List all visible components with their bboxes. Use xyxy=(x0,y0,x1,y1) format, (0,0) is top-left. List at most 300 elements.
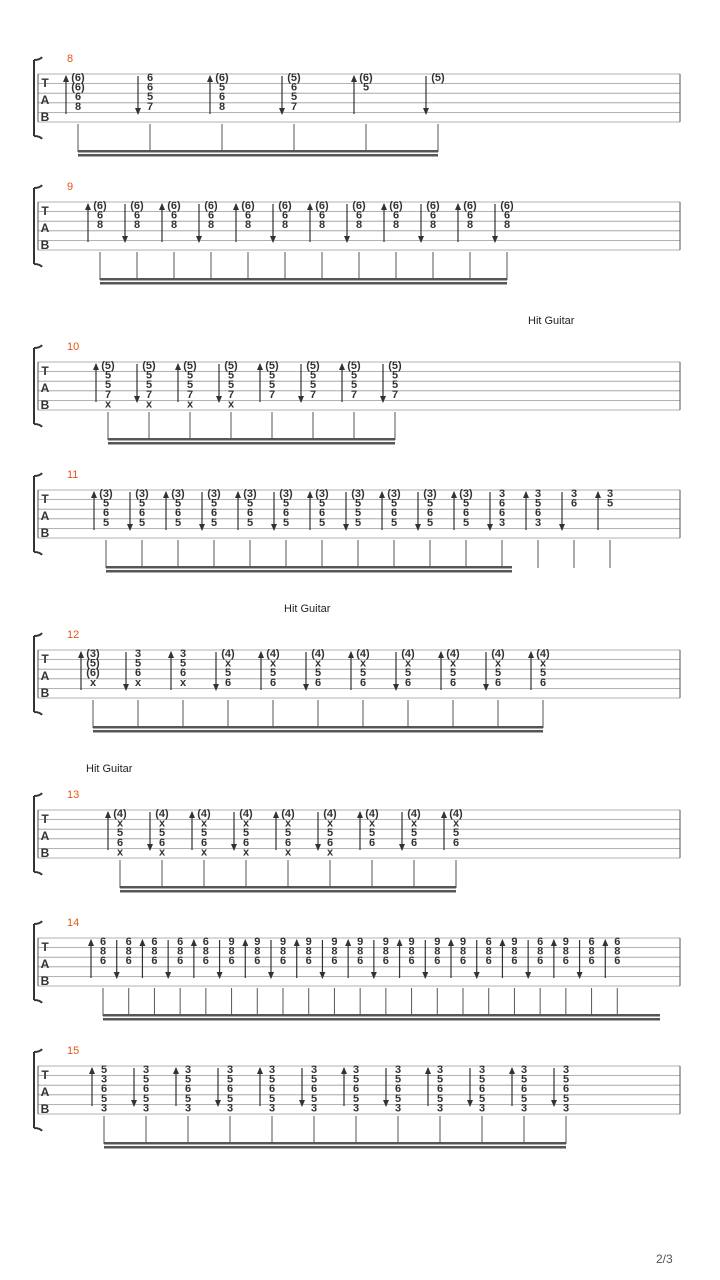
fret-number: 5 xyxy=(227,369,235,382)
fret-number: 5 xyxy=(200,827,208,840)
fret-number: 5 xyxy=(138,497,146,510)
tab-system-11 xyxy=(34,469,680,573)
fret-number: 6 xyxy=(268,1083,276,1096)
fret-number: 6 xyxy=(562,1083,570,1096)
strum-up-arrowhead xyxy=(257,1067,263,1074)
fret-number: 8 xyxy=(511,945,518,958)
note-beam-secondary xyxy=(78,154,438,157)
strum-up-arrowhead xyxy=(595,491,601,498)
fret-number: x xyxy=(368,817,376,830)
fret-number: 6 xyxy=(426,507,434,520)
fret-number: 9 xyxy=(279,936,287,948)
fret-number: (6) xyxy=(93,200,107,212)
tab-clef-letter: T xyxy=(41,492,49,506)
strum-up-arrowhead xyxy=(307,491,313,498)
fret-number: 6 xyxy=(394,1083,402,1096)
measure-number: 9 xyxy=(67,181,74,193)
fret-number: (6) xyxy=(315,200,329,212)
fret-number: 5 xyxy=(462,497,470,510)
strum-up-arrowhead xyxy=(528,651,534,658)
fret-number: (4) xyxy=(155,808,169,820)
fret-number: 6 xyxy=(382,955,389,968)
measure-number: 14 xyxy=(67,917,80,929)
fret-number: 8 xyxy=(96,219,104,232)
fret-number: (4) xyxy=(401,648,415,660)
strum-down-arrowhead xyxy=(492,236,498,243)
strum-down-arrowhead xyxy=(271,524,277,531)
fret-number: 5 xyxy=(350,379,358,392)
fret-number: 3 xyxy=(100,1073,108,1086)
fret-number: 3 xyxy=(142,1064,150,1076)
fret-number: 6 xyxy=(310,1083,318,1096)
fret-number: (5) xyxy=(101,360,115,372)
tab-clef-letter: T xyxy=(41,652,49,666)
fret-number: 3 xyxy=(226,1064,234,1076)
strum-up-arrowhead xyxy=(381,203,387,210)
fret-number: 6 xyxy=(202,955,209,968)
fret-number: 6 xyxy=(269,676,277,689)
tab-clef-letter: B xyxy=(40,1102,50,1116)
strum-up-arrowhead xyxy=(191,939,197,946)
fret-number: (5) xyxy=(142,360,156,372)
fret-number: 8 xyxy=(202,945,209,958)
fret-number: 7 xyxy=(104,388,112,401)
fret-number: 3 xyxy=(570,488,578,500)
fret-number: 5 xyxy=(269,667,277,680)
fret-number: (6) xyxy=(359,72,373,84)
tab-clef-letter: A xyxy=(40,381,50,395)
fret-number: 5 xyxy=(310,1073,318,1086)
fret-number: (6) xyxy=(500,200,514,212)
fret-number: 5 xyxy=(354,516,362,529)
strum-down-arrowhead xyxy=(487,524,493,531)
strum-down-arrowhead xyxy=(467,1100,473,1107)
fret-number: 6 xyxy=(614,955,621,968)
measure-number: 8 xyxy=(67,53,74,65)
tab-system-15 xyxy=(34,1045,680,1149)
strum-down-arrowhead xyxy=(525,972,531,979)
fret-number: 6 xyxy=(357,955,364,968)
fret-number: 6 xyxy=(74,91,82,104)
strum-down-arrowhead xyxy=(577,972,583,979)
tab-clef-letter: T xyxy=(41,204,49,218)
fret-number: 5 xyxy=(100,1092,108,1105)
strum-up-arrowhead xyxy=(551,939,557,946)
fret-number: x xyxy=(116,817,124,830)
fret-number: (6) xyxy=(389,200,403,212)
strum-up-arrowhead xyxy=(438,651,444,658)
fret-number: 5 xyxy=(309,369,317,382)
strum-down-arrowhead xyxy=(559,524,565,531)
strum-up-arrowhead xyxy=(63,75,69,82)
fret-number: 5 xyxy=(462,516,470,529)
fret-number: (6) xyxy=(426,200,440,212)
strum-up-arrowhead xyxy=(139,939,145,946)
fret-number: x xyxy=(134,676,142,689)
fret-number: x xyxy=(449,657,457,670)
fret-number: 9 xyxy=(357,936,364,948)
fret-number: 5 xyxy=(520,1073,528,1086)
fret-number: 5 xyxy=(478,1092,486,1105)
page-number: 2/3 xyxy=(656,1252,673,1266)
fret-number: 6 xyxy=(125,955,132,968)
strum-down-arrowhead xyxy=(213,684,219,691)
strum-up-arrowhead xyxy=(163,491,169,498)
fret-number: 9 xyxy=(382,936,389,948)
fret-number: 8 xyxy=(207,219,215,232)
fret-number: x xyxy=(158,846,166,859)
tab-system-12 xyxy=(34,603,680,733)
fret-number: 8 xyxy=(281,219,289,232)
fret-number: 8 xyxy=(254,945,261,958)
fret-number: 6 xyxy=(210,507,218,520)
fret-number: 5 xyxy=(534,497,542,510)
strum-up-arrowhead xyxy=(379,491,385,498)
fret-number: 5 xyxy=(186,379,194,392)
fret-number: 6 xyxy=(614,936,621,948)
fret-number: x xyxy=(410,817,418,830)
fret-number: 7 xyxy=(350,388,358,401)
fret-number: 6 xyxy=(254,955,261,968)
fret-number: (3) xyxy=(315,488,329,500)
fret-number: 6 xyxy=(179,667,187,680)
fret-number: 6 xyxy=(326,836,334,849)
fret-number: 9 xyxy=(459,936,467,948)
fret-number: (3) xyxy=(207,488,221,500)
strum-down-arrowhead xyxy=(217,972,223,979)
section-label-hit-guitar: Hit Guitar xyxy=(528,315,575,327)
strum-down-arrowhead xyxy=(131,1100,137,1107)
fret-number: 6 xyxy=(151,955,158,968)
measure-number: 10 xyxy=(67,341,80,353)
strum-up-arrowhead xyxy=(235,491,241,498)
fret-number: 6 xyxy=(498,507,506,520)
strum-down-arrowhead xyxy=(123,684,129,691)
strum-up-arrowhead xyxy=(509,1067,515,1074)
tab-clef-letter: A xyxy=(40,829,50,843)
note-beam xyxy=(78,150,438,153)
fret-number: 3 xyxy=(394,1102,402,1115)
fret-number: 8 xyxy=(459,945,467,958)
fret-number: 6 xyxy=(408,955,415,968)
fret-number: 5 xyxy=(394,1092,402,1105)
note-beam xyxy=(108,438,395,441)
strum-up-arrowhead xyxy=(357,811,363,818)
fret-number: 3 xyxy=(268,1102,276,1115)
strum-down-arrowhead xyxy=(319,972,325,979)
fret-number: 9 xyxy=(434,936,441,948)
fret-number: 7 xyxy=(391,388,399,401)
fret-number: 3 xyxy=(520,1102,528,1115)
fret-number: 8 xyxy=(614,945,621,958)
tab-clef-letter: T xyxy=(41,1068,49,1082)
fret-number: (4) xyxy=(221,648,235,660)
fret-number: (3) xyxy=(135,488,149,500)
fret-number: 9 xyxy=(408,936,415,948)
fret-number: 6 xyxy=(452,836,460,849)
strum-down-arrowhead xyxy=(380,396,386,403)
fret-number: 6 xyxy=(134,667,142,680)
fret-number: x xyxy=(359,657,367,670)
fret-number: 3 xyxy=(134,648,142,660)
fret-number: 6 xyxy=(478,1083,486,1096)
fret-number: 5 xyxy=(242,827,250,840)
fret-number: 3 xyxy=(436,1064,444,1076)
fret-number: (6) xyxy=(71,72,85,84)
tab-system-13 xyxy=(34,763,680,893)
note-beam xyxy=(120,886,456,889)
fret-number: 6 xyxy=(331,955,338,968)
fret-number: 5 xyxy=(391,369,399,382)
fret-number: 8 xyxy=(392,219,400,232)
strum-down-arrowhead xyxy=(415,524,421,531)
fret-number: 8 xyxy=(382,945,389,958)
fret-number: 8 xyxy=(537,945,544,958)
strum-up-arrowhead xyxy=(258,651,264,658)
tab-clef-letter: B xyxy=(40,974,50,988)
strum-up-arrowhead xyxy=(448,939,454,946)
fret-number: 6 xyxy=(226,1083,234,1096)
fret-number: 5 xyxy=(494,667,502,680)
fret-number: 6 xyxy=(436,1083,444,1096)
fret-number: (5) xyxy=(265,360,279,372)
tab-clef-letter: B xyxy=(40,110,50,124)
strum-up-arrowhead xyxy=(523,491,529,498)
fret-number: x xyxy=(269,657,277,670)
fret-number: x xyxy=(186,398,194,411)
fret-number: 3 xyxy=(179,648,187,660)
fret-number: 9 xyxy=(511,936,518,948)
fret-number: 3 xyxy=(352,1102,360,1115)
fret-number: 3 xyxy=(184,1102,192,1115)
fret-number: 6 xyxy=(318,507,326,520)
strum-up-arrowhead xyxy=(451,491,457,498)
strum-down-arrowhead xyxy=(199,524,205,531)
fret-number: 5 xyxy=(218,81,226,94)
fret-number: (6) xyxy=(167,200,181,212)
fret-number: 5 xyxy=(268,1092,276,1105)
tab-clef-letter: B xyxy=(40,686,50,700)
fret-number: 6 xyxy=(534,507,542,520)
fret-number: 5 xyxy=(326,827,334,840)
note-beam xyxy=(100,278,507,281)
fret-number: 6 xyxy=(177,936,184,948)
fret-number: 6 xyxy=(429,209,437,222)
fret-number: 3 xyxy=(100,1102,108,1115)
fret-number: 6 xyxy=(520,1083,528,1096)
fret-number: 5 xyxy=(146,91,154,104)
fret-number: 5 xyxy=(142,1092,150,1105)
fret-number: 6 xyxy=(282,507,290,520)
fret-number: 6 xyxy=(99,936,107,948)
fret-number: 5 xyxy=(314,667,322,680)
fret-number: 5 xyxy=(226,1073,234,1086)
fret-number: 6 xyxy=(305,955,312,968)
fret-number: 8 xyxy=(99,945,107,958)
fret-number: 6 xyxy=(588,936,595,948)
fret-number: 6 xyxy=(151,936,158,948)
measure-number: 12 xyxy=(67,629,80,641)
fret-number: 6 xyxy=(224,676,232,689)
fret-number: 5 xyxy=(102,497,110,510)
fret-number: 3 xyxy=(310,1064,318,1076)
fret-number: 8 xyxy=(562,945,569,958)
fret-number: 7 xyxy=(290,100,298,113)
fret-number: 6 xyxy=(138,507,146,520)
fret-number: 5 xyxy=(606,497,614,510)
fret-number: 6 xyxy=(125,936,132,948)
tab-system-14 xyxy=(34,917,680,1021)
fret-number: 5 xyxy=(179,657,187,670)
strum-up-arrowhead xyxy=(159,203,165,210)
fret-number: 5 xyxy=(104,369,112,382)
tab-system-9 xyxy=(34,181,680,285)
fret-number: 3 xyxy=(184,1064,192,1076)
strum-down-arrowhead xyxy=(299,1100,305,1107)
fret-number: 3 xyxy=(226,1102,234,1115)
fret-number: (6) xyxy=(215,72,229,84)
fret-number: 6 xyxy=(246,507,254,520)
fret-number: 5 xyxy=(350,369,358,382)
fret-number: x xyxy=(116,846,124,859)
fret-number: 5 xyxy=(284,827,292,840)
fret-number: 7 xyxy=(227,388,235,401)
fret-number: (3) xyxy=(459,488,473,500)
fret-number: 6 xyxy=(228,955,235,968)
fret-number: 5 xyxy=(394,1073,402,1086)
strum-down-arrowhead xyxy=(122,236,128,243)
fret-number: (5) xyxy=(224,360,238,372)
strum-down-arrowhead xyxy=(196,236,202,243)
strum-up-arrowhead xyxy=(345,939,351,946)
fret-number: 6 xyxy=(102,507,110,520)
fret-number: 6 xyxy=(359,676,367,689)
fret-number: 5 xyxy=(268,369,276,382)
fret-number: (4) xyxy=(365,808,379,820)
fret-number: 3 xyxy=(268,1064,276,1076)
strum-up-arrowhead xyxy=(348,651,354,658)
strum-up-arrowhead xyxy=(105,811,111,818)
fret-number: 5 xyxy=(520,1092,528,1105)
fret-number: (3) xyxy=(86,648,100,660)
strum-up-arrowhead xyxy=(341,1067,347,1074)
note-beam xyxy=(106,566,512,569)
fret-number: 5 xyxy=(390,516,398,529)
fret-number: x xyxy=(242,817,250,830)
fret-number: (3) xyxy=(171,488,185,500)
fret-number: 6 xyxy=(392,209,400,222)
strum-down-arrowhead xyxy=(423,108,429,115)
fret-number: 8 xyxy=(228,945,235,958)
fret-number: 6 xyxy=(318,209,326,222)
fret-number: x xyxy=(326,817,334,830)
fret-number: 3 xyxy=(562,1102,570,1115)
strum-up-arrowhead xyxy=(602,939,608,946)
fret-number: (4) xyxy=(281,808,295,820)
fret-number: 5 xyxy=(158,827,166,840)
fret-number: 9 xyxy=(254,936,261,948)
tab-clef-letter: A xyxy=(40,957,50,971)
fret-number: x xyxy=(404,657,412,670)
fret-number: 5 xyxy=(404,667,412,680)
strum-down-arrowhead xyxy=(135,108,141,115)
strum-down-arrowhead xyxy=(422,972,428,979)
fret-number: 5 xyxy=(134,657,142,670)
strum-up-arrowhead xyxy=(339,363,345,370)
fret-number: 5 xyxy=(368,827,376,840)
fret-number: 8 xyxy=(485,945,492,958)
fret-number: 8 xyxy=(151,945,158,958)
fret-number: 6 xyxy=(410,836,418,849)
fret-number: (6) xyxy=(463,200,477,212)
fret-number: 8 xyxy=(74,100,82,113)
strum-down-arrowhead xyxy=(231,844,237,851)
fret-number: (3) xyxy=(243,488,257,500)
strum-up-arrowhead xyxy=(499,939,505,946)
fret-number: 6 xyxy=(462,507,470,520)
fret-number: 5 xyxy=(268,379,276,392)
fret-number: 3 xyxy=(310,1102,318,1115)
fret-number: x xyxy=(104,398,112,411)
fret-number: 5 xyxy=(426,516,434,529)
fret-number: 6 xyxy=(116,836,124,849)
fret-number: 5 xyxy=(138,516,146,529)
fret-number: 5 xyxy=(318,516,326,529)
fret-number: 6 xyxy=(588,955,595,968)
fret-number: 8 xyxy=(357,945,364,958)
fret-number: 5 xyxy=(426,497,434,510)
note-beam xyxy=(103,1014,660,1017)
tab-system-10 xyxy=(34,315,680,445)
fret-number: (4) xyxy=(266,648,280,660)
fret-number: 5 xyxy=(359,667,367,680)
note-beam-secondary xyxy=(93,730,543,733)
tab-clef-letter: B xyxy=(40,238,50,252)
fret-number: (3) xyxy=(387,488,401,500)
fret-number: 6 xyxy=(511,955,518,968)
fret-number: 5 xyxy=(184,1092,192,1105)
fret-number: 8 xyxy=(588,945,595,958)
strum-up-arrowhead xyxy=(189,811,195,818)
fret-number: 6 xyxy=(279,955,287,968)
strum-down-arrowhead xyxy=(371,972,377,979)
fret-number: 9 xyxy=(562,936,569,948)
fret-number: (5) xyxy=(347,360,361,372)
fret-number: 6 xyxy=(100,1083,108,1096)
fret-number: 6 xyxy=(355,209,363,222)
fret-number: 5 xyxy=(318,497,326,510)
strum-down-arrowhead xyxy=(393,684,399,691)
fret-number: 5 xyxy=(246,516,254,529)
tab-clef-letter: B xyxy=(40,398,50,412)
strum-down-arrowhead xyxy=(215,1100,221,1107)
fret-number: 6 xyxy=(242,836,250,849)
strum-down-arrowhead xyxy=(303,684,309,691)
fret-number: 3 xyxy=(478,1102,486,1115)
fret-number: x xyxy=(326,846,334,859)
section-label-hit-guitar: Hit Guitar xyxy=(284,603,331,615)
strum-up-arrowhead xyxy=(441,811,447,818)
fret-number: 8 xyxy=(466,219,474,232)
fret-number: 3 xyxy=(436,1102,444,1115)
fret-number: 5 xyxy=(362,81,370,94)
fret-number: 3 xyxy=(534,488,542,500)
fret-number: (4) xyxy=(491,648,505,660)
fret-number: (6) xyxy=(204,200,218,212)
tab-clef-letter: B xyxy=(40,526,50,540)
fret-number: (3) xyxy=(351,488,365,500)
note-beam-secondary xyxy=(104,1146,566,1149)
